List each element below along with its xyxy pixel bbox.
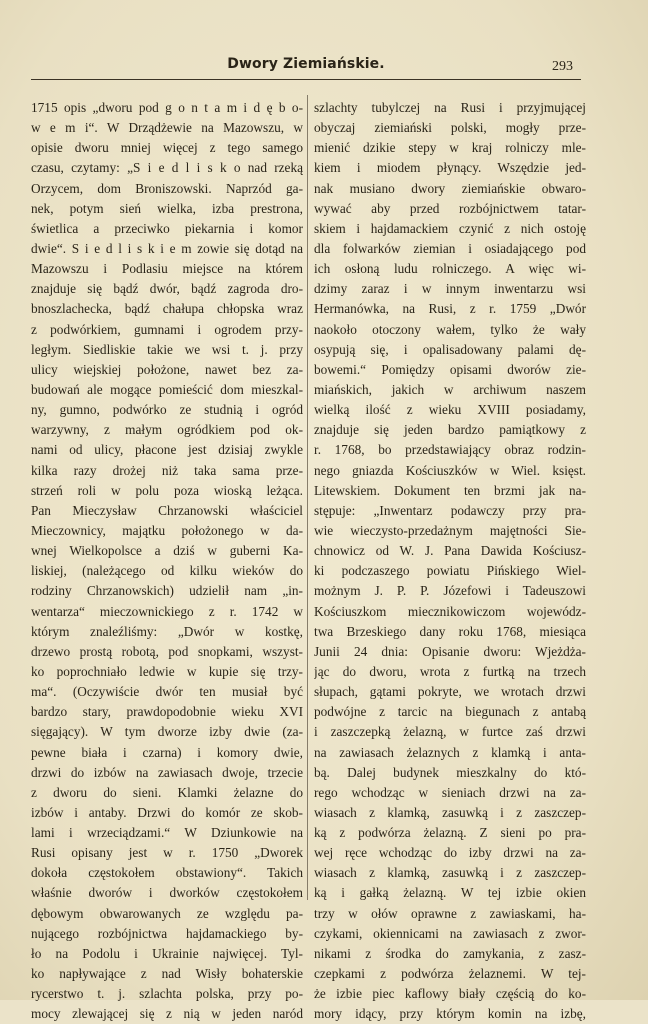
text-line: rodziny Chrzanowskich) udzielił nam „in- [31,583,303,599]
text-line: nak musiano dwory ziemiańskie obwaro- [314,180,586,196]
text-line: trzy w ołów oprawne z zawiaskami, ha- [314,905,586,921]
text-line: ło na Podolu i Ukrainie najwięcej. Tyl- [31,945,303,961]
text-line: pewne biała i czarna) i komory dwie, [31,744,303,760]
text-line: rego wchodząc w sieniach drzwi na za- [314,784,586,800]
text-line: Mazowszu i Podlasiu miejsce na którem [31,261,303,277]
text-line: chnowicz od W. J. Pana Dawida Kościusz- [314,543,586,559]
text-line: nek, potym sień wielka, izba prestrona, [31,200,303,216]
text-line: ległym. Siedliskie takie we wsi t. j. przy [31,341,303,357]
text-line: twa Brzeskiego dany roku 1768, miesiąca [314,623,586,639]
text-line: budowań ale mogące pomieścić dom mieszkal- [31,381,303,397]
text-line: nami od ulicy, płacone jest dzisiaj zwykle [31,442,303,458]
text-line: jąc do dworu, wrota z furtką na trzech [314,663,586,679]
text-line: skiem i hajdamackiem czynić z nich ostoję [314,220,586,236]
text-line: stępuje: „Inwentarz podawczy przy pra- [314,502,586,518]
text-line: świetlica a przeciwko piekarnia i komor [31,220,303,236]
text-line: Litewskiem. Dokument ten brzmi jak na- [314,482,586,498]
text-line: znajduje się bądź dwór, bądź zagroda dro- [31,281,303,297]
text-line: bardzo stary, prawdopodobnie wieku XVI [31,704,303,720]
text-line: ulicy wiejskiej położone, nawet bez za- [31,361,303,377]
text-line: Mieczownicy, majątku położonego w da- [31,522,303,538]
text-line: wywać aby przed rozbójnictwem tatar- [314,200,586,216]
text-line: nującego rozbójnictwa hajdamackiego by- [31,925,303,941]
text-line: osypują się, i opalisadowany palami dę- [314,341,586,357]
running-header [31,56,581,82]
text-line: 1715 opis „dworu pod g o n t a m i d ę b o- [31,100,303,115]
text-line: dzimy zaraz i w innym inwentarzu wsi [314,281,586,297]
text-line: ko poprochniało ledwie w kupie się trzy- [31,663,303,679]
text-line: wiasach z klamką, zasuwką i z zaszczep- [314,804,586,820]
text-line: izbów i antaby. Drzwi do komór ze skob- [31,804,303,820]
text-line: bnoszlachecka, bądź chałupa chłopska wraz [31,301,303,317]
text-line: mory idący, przy którym komin na izbę, [314,1006,586,1022]
text-line: Junii 24 dnia: Opisanie dworu: Wjeżdża- [314,643,586,659]
text-line: naokoło otoczony wałem, tylko że wały [314,321,586,337]
column-divider [307,95,308,900]
text-line: dokoła częstokołem obstawiony“. Takich [31,865,303,881]
text-line: wiasach z klamką, zasuwką i z zaszczep- [314,865,586,881]
text-line: wie wieczysto-przedażnym majętności Sie- [314,522,586,538]
text-line: szlachty tubylczej na Rusi i przyjmującej [314,100,586,115]
text-line: liskiej, (należącego od kilku wieków do [31,563,303,579]
page-title: Dwory Ziemiańskie. [227,56,385,72]
text-column-left [31,98,303,1024]
page-number: 293 [552,59,573,74]
text-line: Pan Mieczysław Chrzanowski właściciel [31,502,303,518]
text-column-right [314,98,586,1024]
text-line: lami i wrzeciądzami.“ W Dziunkowie na [31,825,303,841]
text-line: warzywny, z małym ogródkiem pod ok- [31,422,303,438]
header-rule [31,79,581,80]
text-line: miańskich, jakich w archiwum naszem [314,381,586,397]
text-line: rycerstwo t. j. szlachta polska, przy po- [31,986,303,1002]
text-line: obyczaj ziemiański polski, mogły prze- [314,120,586,136]
text-line: bowemi.“ Pomiędzy opisami dworów zie- [314,361,586,377]
text-line: słupach, gątami pokryte, we wrotach drzwi [314,684,586,700]
text-line: i zaszczepką żelazną, w furtce zaś drzwi [314,724,586,740]
text-line: bą. Dalej budynek mieszkalny do któ- [314,764,586,780]
text-line: właśnie dworów i dworków częstokołem [31,885,303,901]
text-line: czykami, okiennicami na zawiasach z zwor- [314,925,586,941]
text-line: dla folwarków ziemian i osiadającego pod [314,240,586,256]
text-line: znajduje się jeden bardzo pamiątkowy z [314,422,586,438]
text-line: Orzycem, dom Broniszowski. Naprzód ga- [31,180,303,196]
text-line: podwójne z tarcic na biegunach z antabą [314,704,586,720]
text-line: mocy zlewającej się z nią w jeden naród [31,1006,303,1022]
text-line: strzeń roli w polu poza wioską leżąca. [31,482,303,498]
text-line: ko napływające z nad Wisły bohaterskie [31,966,303,982]
text-line: kiem i miodem płynący. Wszędzie jed- [314,160,586,176]
text-line: ką z podwórza żelazną. Z sieni po pra- [314,825,586,841]
text-line: ką i gałką żelazną. W tej izbie okien [314,885,586,901]
text-line: nego gniazda Kościuszków w Wiel. księst. [314,462,586,478]
text-line: wnej Wielkopolsce a dziś w guberni Ka- [31,543,303,559]
text-line: kilka razy drożej niż taka sama prze- [31,462,303,478]
text-line: możnym J. P. P. Józefowi i Tadeuszowi [314,583,586,599]
text-line: że izbie piec kaflowy biały częścią do ko- [314,986,586,1002]
text-line: Rusi opisany jest w r. 1750 „Dworek [31,845,303,861]
text-line: z dworu do sieni. Klamki żelazne do [31,784,303,800]
text-line: ma“. (Oczywiście dwór ten musiał być [31,684,303,700]
text-line: ki podczaszego powiatu Pińskiego Wiel- [314,563,586,579]
text-line: Hermanówka, na Rusi, z r. 1759 „Dwór [314,301,586,317]
text-line: sięgający). W tym dworze izby dwie (za- [31,724,303,740]
text-line: wentarza“ mieczownickiego z r. 1742 w [31,603,303,619]
text-line: opisie dworu mniej więcej z tego samego [31,140,303,156]
text-line: r. 1768, bo przedstawiający obraz rodzin- [314,442,586,458]
text-line: wej ręce wchodząc do izby drzwi na za- [314,845,586,861]
text-line: mienić dzikie stepy w kraj rolniczy mle- [314,140,586,156]
text-line: z podwórkiem, gumnami i ogrodem przy- [31,321,303,337]
text-line: czepkami z podwórza żelaznemi. W tej- [314,966,586,982]
text-line: ich osłoną ludu rolniczego. A więc wi- [314,261,586,277]
text-line: na zawiasach żelaznych z klamką i anta- [314,744,586,760]
text-line: czasu, czytamy: „S i e d l i s k o nad rzeką [31,160,303,176]
text-line: w e m i“. W Drządżewie na Mazowszu, w [31,120,303,136]
text-line: drzewo prostą robotą, pod snopkami, wszyst- [31,643,303,659]
text-line: nikami z środka do zamykania, z zasz- [314,945,586,961]
text-line: dwie“. S i e d l i s k i e m zowie się dotąd na [31,240,303,256]
text-line: którym znaleźliśmy: „Dwór w kostkę, [31,623,303,639]
text-line: dębowym obwarowanych ze względu pa- [31,905,303,921]
text-line: wielką ilość z wieku XVIII posiadamy, [314,402,586,418]
text-line: Kościuszkom miecznikowiczom wojewódz- [314,603,586,619]
text-line: drzwi do izbów na zawiasach dwoje, trzecie [31,764,303,780]
text-line: ny, gumno, podwórko ze studnią i ogród [31,402,303,418]
